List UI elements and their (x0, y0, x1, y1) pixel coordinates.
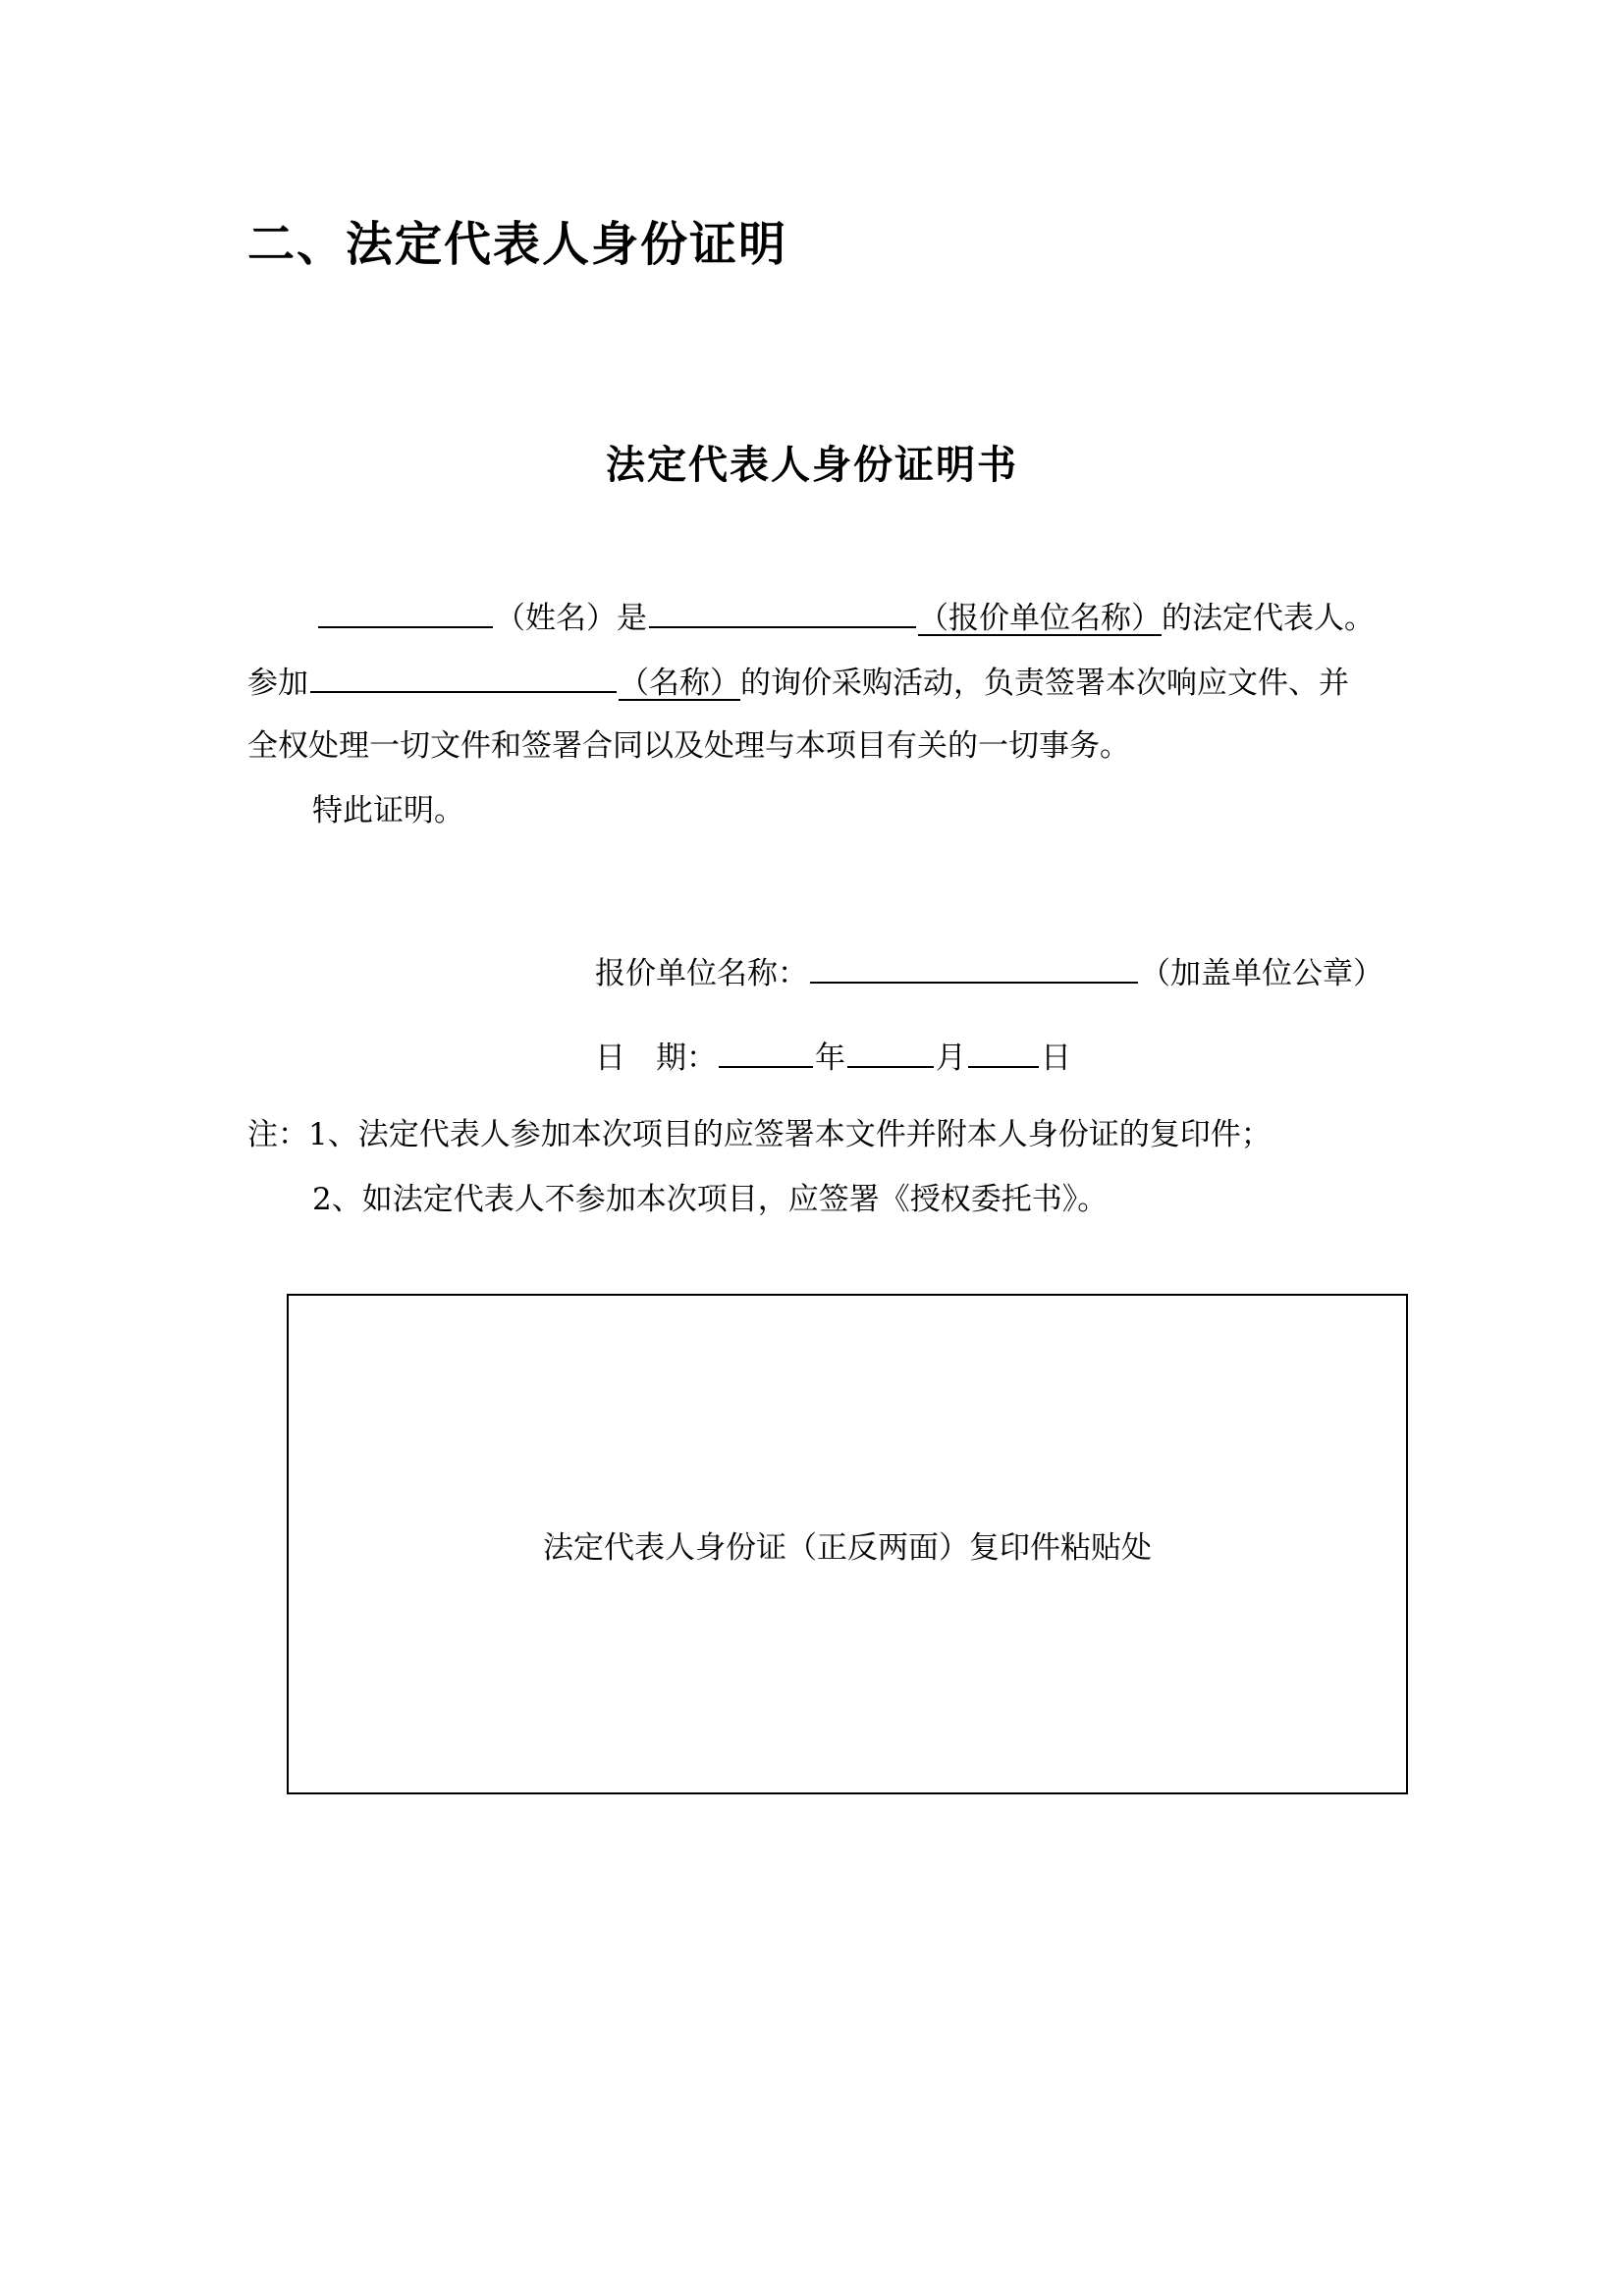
day-blank[interactable] (968, 1037, 1039, 1068)
company-name-blank[interactable] (810, 952, 1138, 984)
body-line-4: 特此证明。 (312, 793, 464, 828)
name-blank[interactable] (318, 597, 493, 628)
line2-tail: 的询价采购活动，负责签署本次响应文件、并 (740, 666, 1349, 701)
body-line-2 (247, 662, 1349, 703)
project-name-blank[interactable] (310, 662, 617, 693)
note-2: 2、如法定代表人不参加本次项目，应签署《授权委托书》。 (312, 1182, 1109, 1217)
day-label: 日 (1041, 1041, 1071, 1076)
month-blank[interactable] (847, 1037, 934, 1068)
date-label: 日 期： (595, 1041, 717, 1076)
year-blank[interactable] (719, 1037, 813, 1068)
company-seal-label: （加盖单位公章） (1140, 956, 1383, 991)
line2-prefix: 参加 (247, 666, 308, 701)
signature-date-line (595, 1037, 1071, 1078)
name-label: （姓名）是 (495, 601, 647, 636)
company-blank[interactable] (649, 597, 916, 628)
note-1: 注：1、法定代表人参加本次项目的应签署本文件并附本人身份证的复印件； (247, 1117, 1272, 1152)
year-label: 年 (815, 1041, 845, 1076)
body-line-1 (316, 597, 1375, 638)
company-label: （报价单位名称） (918, 601, 1162, 636)
id-copy-paste-area (287, 1294, 1408, 1794)
line1-tail: 的法定代表人。 (1162, 601, 1375, 636)
month-label: 月 (936, 1041, 966, 1076)
section-heading: 二、法定代表人身份证明 (247, 217, 788, 272)
document-title: 法定代表人身份证明书 (606, 443, 1018, 488)
body-line-3: 全权处理一切文件和签署合同以及处理与本项目有关的一切事务。 (247, 728, 1130, 764)
project-name-label: （名称） (619, 666, 740, 701)
company-name-label: 报价单位名称： (595, 956, 808, 991)
signature-company-line (595, 952, 1383, 993)
paste-area-label: 法定代表人身份证（正反两面）复印件粘贴处 (543, 1529, 1152, 1566)
